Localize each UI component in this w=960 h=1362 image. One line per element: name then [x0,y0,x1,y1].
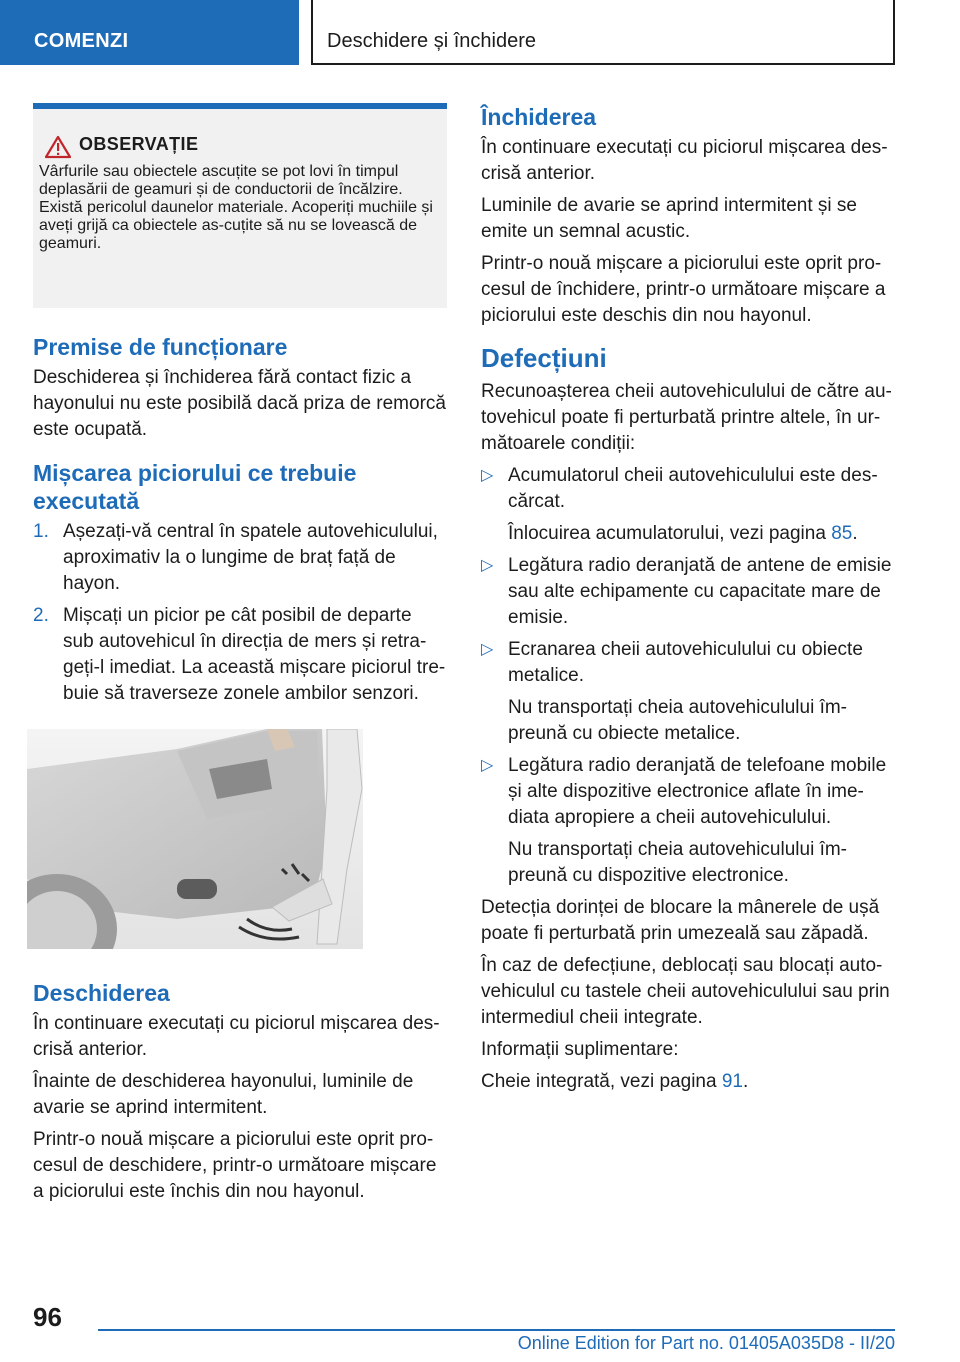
page-link[interactable]: 85 [831,523,853,544]
key-reference: Cheie integrată, vezi pagina 91. [481,1071,749,1092]
list-item-note: Nu transportați cheia autovehiculului îm-preună cu obiecte metalice. [508,697,848,744]
close-text: Printr-o nouă mișcare a piciorului este oprit pro-cesul de închidere, printr-o următoare mișcare a piciorului este deschis din nou hayonul. [481,253,886,326]
car-rear-illustration [27,729,363,949]
open-text: În continuare executați cu piciorul mișcarea des-crisă anterior. [33,1013,440,1060]
section-title: COMENZI [34,30,129,52]
foot-gesture-illustration [27,729,363,949]
list-item-note: Nu transportați cheia autovehiculului îm-preună cu dispozitive electronice. [508,839,848,886]
list-item-text: Legătura radio deranjată de antene de emisie sau alte echipamente cu capacitate mare de emisie. [508,555,892,628]
list-item [481,463,895,515]
list-item [481,553,895,631]
list-item-text: Acumulatorul cheii autovehiculului este des-cărcat. [508,465,878,512]
step-text: Mișcați un picior pe cât posibil de departe sub autovehicul în direcția de mers și retra-geți-l imediat. La această mișcare piciorul tre-buie să traverseze zonele ambilor senzori. [63,605,446,704]
open-text: Înainte de deschiderea hayonului, luminile de avarie se aprind intermitent. [33,1071,414,1118]
left-column-top [33,333,447,713]
footer-divider [98,1329,895,1331]
notice-box [33,103,447,308]
triangle-bullet-icon: ▷ [481,641,494,658]
faults-heading: Defecțiuni [481,343,607,373]
list-item [481,637,895,689]
notice-text: Vârfurile sau obiectele ascuțite se pot lovi în timpul deplasării de geamuri și de conductorii de încălzire. Există pericolul daunelor materiale. Acoperiți muchiile și aveți grijă ca obiectele as-cuțite să nu se lovească de geamuri. [39,163,433,252]
notice-title: OBSERVAȚIE [79,133,199,154]
faults-intro: Recunoașterea cheii autovehiculului de către au-tovehicul poate fi perturbată printre altele, în ur-mătoarele condiții: [481,381,892,454]
triangle-bullet-icon: ▷ [481,467,494,484]
section-tab[interactable] [0,0,299,65]
close-heading: Închiderea [481,104,597,130]
right-column [481,103,895,1101]
chapter-header [311,0,895,65]
step-item [33,603,447,707]
step-number: 1. [33,521,49,542]
triangle-bullet-icon: ▷ [481,757,494,774]
step-item [33,519,447,597]
list-item-text: Ecranarea cheii autovehiculului cu obiecte metalice. [508,639,863,686]
step-text: Așezați-vă central în spatele autovehiculului, aproximativ la o lungime de braț față de hayon. [63,521,438,594]
left-column-bottom [33,979,447,1211]
motion-heading: Mișcarea piciorului ce trebuie executată [33,460,357,514]
detect-text: Detecția dorinței de blocare la mânerele de ușă poate fi perturbată prin umezeală sau zăpadă. [481,897,880,944]
open-heading: Deschiderea [33,980,170,1006]
footer-edition: Online Edition for Part no. 01405A035D8 - II/20 [517,1333,895,1353]
premise-heading: Premise de funcționare [33,334,288,360]
page-link[interactable]: 91 [721,1071,743,1092]
list-item [481,753,895,831]
info-label: Informații suplimentare: [481,1039,679,1060]
triangle-bullet-icon: ▷ [481,557,494,574]
warning-icon [45,135,71,159]
page-number: 96 [33,1302,62,1332]
chapter-title: Deschidere și închidere [327,30,536,52]
fault-text: În caz de defecțiune, deblocați sau blocați auto-vehiculul cu tastele cheii autovehiculului sau prin intermediul cheii integrate. [481,955,890,1028]
step-number: 2. [33,605,49,626]
list-item-text: Legătura radio deranjată de telefoane mobile și alte dispozitive electronice aflate în ime-diata apropiere a cheii autovehiculului. [508,755,887,828]
premise-text: Deschiderea și închiderea fără contact fizic a hayonului nu este posibilă dacă priza de remorcă este ocupată. [33,367,446,440]
close-text: Luminile de avarie se aprind intermitent și se emite un semnal acustic. [481,195,857,242]
close-text: În continuare executați cu piciorul mișcarea des-crisă anterior. [481,137,888,184]
list-item-note: Înlocuirea acumulatorului, vezi pagina 85. [508,523,858,544]
open-text: Printr-o nouă mișcare a piciorului este oprit pro-cesul de deschidere, printr-o următoare mișcare a piciorului este închis din nou hayonul. [33,1129,437,1202]
